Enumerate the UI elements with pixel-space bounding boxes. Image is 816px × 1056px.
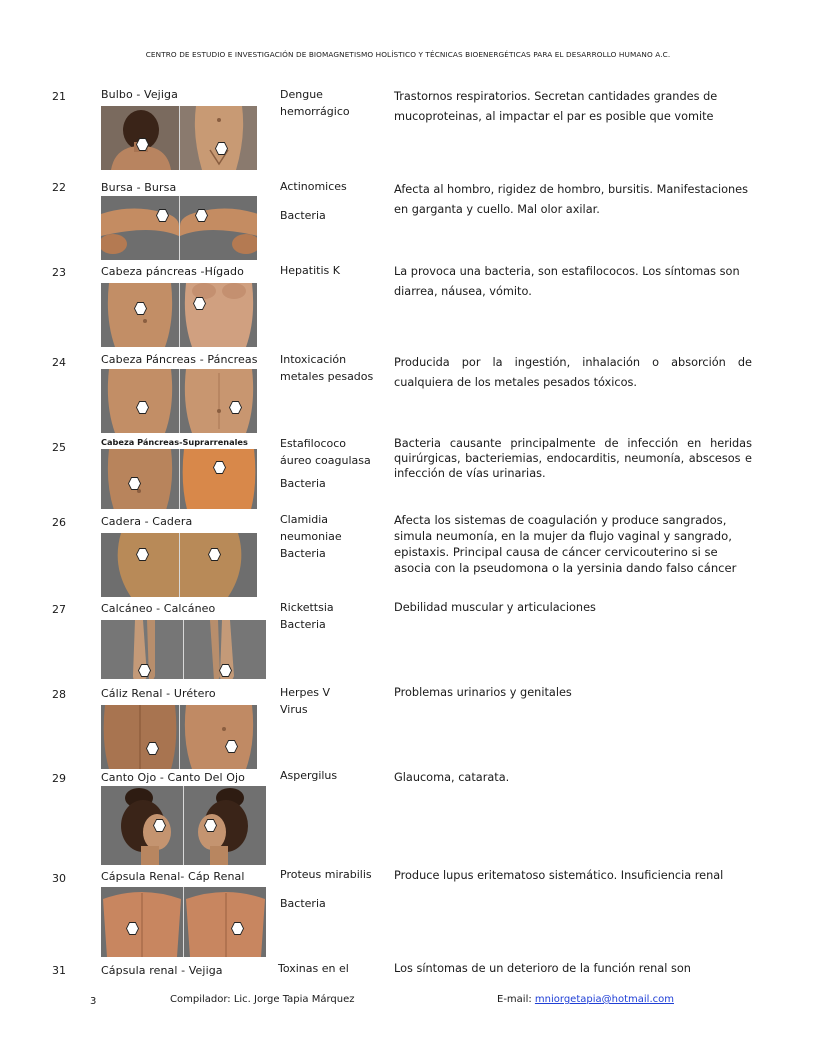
entry-title: Cadera - Cadera [101, 515, 193, 528]
entry-number: 24 [52, 356, 66, 369]
pathogen-name: Intoxicación metales pesados [280, 353, 374, 383]
entry-number: 30 [52, 872, 66, 885]
anatomy-image [101, 106, 257, 170]
entry-title: Bursa - Bursa [101, 181, 177, 194]
entry-title: Cáliz Renal - Urétero [101, 687, 216, 700]
head-side-image [101, 786, 183, 865]
pathogen-name: Herpes V Virus [280, 686, 331, 716]
pathogen-name: Aspergilus [280, 769, 338, 782]
entry-description: Glaucoma, catarata. [394, 771, 510, 784]
pathogen-name: Rickettsia Bacteria [280, 601, 334, 631]
pathogen-name: Toxinas en el [278, 962, 349, 975]
entry-number: 28 [52, 688, 66, 701]
hip-image [101, 533, 179, 597]
abdomen-image [179, 705, 257, 769]
pathogen-kind: Bacteria [280, 477, 326, 490]
email-link[interactable]: mniorgetapia@hotmail.com [534, 994, 674, 1005]
anatomy-image [101, 369, 257, 433]
shoulder-image [101, 196, 179, 260]
anatomy-image [101, 786, 266, 865]
entry-description: Los síntomas de un deterioro de la función renal son [394, 962, 691, 975]
pathogen-name: Actinomices [280, 180, 347, 193]
lower-back-image [179, 449, 257, 509]
pathogen-kind: Bacteria [280, 209, 326, 222]
entry-number: 22 [52, 181, 66, 194]
entry-description: Problemas urinarios y genitales [394, 686, 572, 699]
entry-number: 29 [52, 772, 66, 785]
pelvis-front-image [179, 106, 257, 170]
entry-title: Cápsula Renal- Cáp Renal [101, 870, 245, 883]
entry-description: Afecta los sistemas de coagulación y produce sangrados, simula neumonía, en la mujer da flujo vaginal y sangrado, epistaxis. Principal causa de cáncer cervicouterino si se asocia con la pseudomona o la yersinia dando falso cáncer [394, 513, 737, 575]
entry-title: Cabeza Páncreas-Suprarrenales [101, 437, 248, 447]
abdomen-image [101, 449, 179, 509]
entry-description: Afecta al hombro, rigidez de hombro, bursitis. Manifestaciones en garganta y cuello. Mal olor axilar. [394, 183, 749, 216]
back-image [183, 887, 266, 957]
entry-description: Producida por la ingestión, inhalación o absorción de cualquiera de los metales pesados tóxicos. [394, 356, 752, 389]
pathogen-name: Estafilococo áureo coagulasa [280, 437, 371, 467]
entry-number: 26 [52, 516, 66, 529]
pathogen-name: Proteus mirabilis [280, 868, 372, 881]
pathogen-name: Clamidia neumoniae Bacteria [280, 513, 342, 560]
anatomy-image [101, 196, 257, 260]
entry-title: Canto Ojo - Canto Del Ojo [101, 771, 246, 784]
entry-number: 21 [52, 90, 66, 103]
entry-title: Cabeza páncreas -Hígado [101, 265, 244, 278]
entry-title: Bulbo - Vejiga [101, 88, 178, 101]
back-image [101, 887, 183, 957]
entry-description: Bacteria causante principalmente de infección en heridas quirúrgicas, bacteriemias, endocarditis, neumonía, abscesos e infección de vías urinarias. [394, 437, 752, 480]
back-image [101, 705, 179, 769]
torso-image [179, 283, 257, 347]
entry-number: 31 [52, 964, 66, 977]
entry-number: 27 [52, 603, 66, 616]
anatomy-image [101, 620, 266, 679]
anatomy-image [101, 533, 257, 597]
abdomen-image [179, 369, 257, 433]
contact-email [497, 994, 674, 1005]
pathogen-name: Hepatitis K [280, 264, 340, 277]
compiler-credit: Compilador: Lic. Jorge Tapia Márquez [170, 994, 355, 1005]
entry-number: 23 [52, 266, 66, 279]
entry-title: Cabeza Páncreas - Páncreas [101, 353, 258, 366]
email-label: E-mail: [497, 994, 532, 1005]
entry-title: Cápsula renal - Vejiga [101, 964, 223, 977]
hip-image [179, 533, 257, 597]
entry-title: Calcáneo - Calcáneo [101, 602, 216, 615]
entry-description: Trastornos respiratorios. Secretan cantidades grandes de mucoproteinas, al impactar el par es posible que vomite [394, 90, 718, 123]
entry-number: 25 [52, 441, 66, 454]
page-number: 3 [90, 996, 97, 1007]
abdomen-image [101, 283, 179, 347]
entry-description: Produce lupus eritematoso sistemático. Insuficiencia renal [394, 869, 724, 882]
anatomy-image [101, 887, 266, 957]
anatomy-image [101, 449, 257, 509]
pathogen-kind: Bacteria [280, 897, 326, 910]
shoulder-image [179, 196, 257, 260]
page-header: CENTRO DE ESTUDIO E INVESTIGACIÓN DE BIOMAGNETISMO HOLÍSTICO Y TÉCNICAS BIOENERGÉTICAS PARA EL DESARROLLO HUMANO A.C. [145, 50, 671, 59]
entry-description: La provoca una bacteria, son estafilococos. Los síntomas son diarrea, náusea, vómito. [394, 265, 740, 298]
head-side-image [183, 786, 266, 865]
entry-description: Debilidad muscular y articulaciones [394, 601, 596, 614]
anatomy-image [101, 283, 257, 347]
anatomy-image [101, 705, 257, 769]
pathogen-name: Dengue hemorrágico [280, 88, 350, 118]
